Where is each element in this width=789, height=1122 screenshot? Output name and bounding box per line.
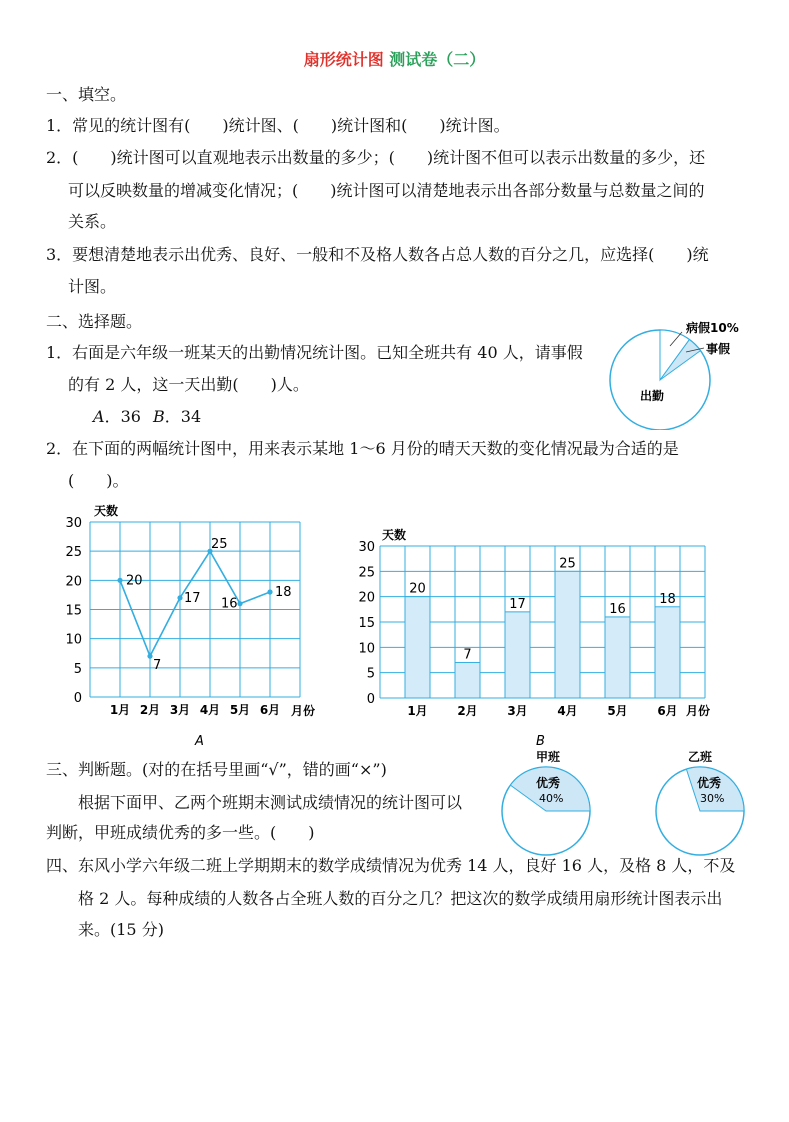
attendance-pie-chart bbox=[600, 310, 760, 430]
section2-q2-line2: ( )。 bbox=[68, 471, 129, 490]
section4-line3: 来。(15 分) bbox=[78, 920, 164, 939]
section1-q3-line2: 计图。 bbox=[68, 277, 117, 296]
chart-b-caption: B bbox=[536, 734, 545, 749]
section2-q1-option-b: B．34 bbox=[153, 407, 202, 426]
chart-b-ytick: 15 bbox=[358, 616, 375, 631]
chart-b-bar bbox=[655, 607, 680, 698]
chart-b-data-label: 7 bbox=[463, 647, 472, 663]
chart-b-data-label: 18 bbox=[659, 591, 676, 607]
chart-b-bar bbox=[405, 597, 430, 698]
section2-heading: 二、选择题。 bbox=[46, 312, 143, 331]
chart-a-ytick: 30 bbox=[65, 516, 82, 531]
chart-b-ytick: 0 bbox=[366, 692, 375, 707]
chart-b-ylabel: 天数 bbox=[382, 528, 407, 542]
title-sub: 测试卷（二） bbox=[389, 50, 486, 69]
class-jia-slice-label: 优秀 bbox=[536, 776, 561, 790]
chart-b-data-labels bbox=[409, 556, 676, 662]
chart-b-xtick: 6月 bbox=[657, 704, 678, 718]
class-yi-title: 乙班 bbox=[688, 750, 713, 764]
chart-a-point bbox=[267, 589, 272, 594]
chart-a-ytick: 0 bbox=[73, 691, 82, 706]
section2-q1-line2: 的有 2 人，这一天出勤( )人。 bbox=[68, 375, 309, 394]
chart-b-xtick: 4月 bbox=[557, 704, 578, 718]
chart-a-point bbox=[117, 578, 122, 583]
chart-b-ytick: 5 bbox=[366, 666, 375, 682]
title-main: 扇形统计图 bbox=[303, 50, 384, 69]
chart-a-grid bbox=[90, 522, 300, 697]
chart-b-xlabel: 月份 bbox=[686, 704, 711, 718]
section1-heading: 一、填空。 bbox=[46, 85, 127, 104]
section3-line2: 判断，甲班成绩优秀的多一些。( ) bbox=[46, 823, 315, 842]
chart-a-xtick: 1月 bbox=[109, 703, 131, 717]
class-pie-charts bbox=[490, 745, 760, 860]
chart-a-data-label: 18 bbox=[275, 585, 292, 600]
section2-q1-line1: 1．右面是六年级一班某天的出勤情况统计图。已知全班共有 40 人，请事假 bbox=[46, 343, 583, 362]
chart-a-point bbox=[237, 601, 242, 606]
bar-chart-b bbox=[340, 522, 730, 750]
pie-label-personal-leave: 事假 bbox=[706, 342, 731, 356]
chart-a-data-label: 25 bbox=[211, 537, 228, 553]
chart-a-data-label: 20 bbox=[126, 573, 143, 589]
chart-a-data-label: 16 bbox=[221, 596, 238, 612]
page-title bbox=[0, 47, 789, 70]
chart-b-x-ticks bbox=[407, 704, 677, 718]
chart-b-bar bbox=[605, 617, 630, 698]
chart-b-data-label: 20 bbox=[409, 581, 426, 597]
section1-q1: 1．常见的统计图有( )统计图、( )统计图和( )统计图。 bbox=[46, 116, 510, 135]
class-jia-title: 甲班 bbox=[536, 750, 561, 764]
chart-a-xtick: 2月 bbox=[139, 703, 161, 717]
section4-line1: 四、东风小学六年级二班上学期期末的数学成绩情况为优秀 14 人，良好 16 人，及格 8 人，不及 bbox=[46, 856, 736, 875]
chart-b-xtick: 1月 bbox=[407, 704, 428, 718]
chart-a-caption: A bbox=[195, 734, 204, 749]
chart-a-ytick: 15 bbox=[65, 603, 82, 619]
chart-a-ytick: 5 bbox=[73, 661, 82, 677]
chart-a-point bbox=[177, 595, 182, 600]
chart-a-point bbox=[147, 654, 152, 659]
chart-a-data-labels bbox=[126, 537, 292, 673]
section1-q3-line1: 3．要想清楚地表示出优秀、良好、一般和不及格人数各占总人数的百分之几，应选择( )统 bbox=[46, 245, 709, 264]
chart-b-data-label: 16 bbox=[609, 601, 626, 617]
chart-b-ytick: 20 bbox=[358, 590, 375, 606]
class-jia-slice-value: 40% bbox=[539, 792, 564, 805]
chart-b-xtick: 3月 bbox=[507, 704, 528, 718]
chart-b-bar bbox=[505, 612, 530, 698]
chart-a-xlabel: 月份 bbox=[291, 704, 316, 718]
pie-label-attendance: 出勤 bbox=[640, 389, 665, 403]
chart-b-xtick: 5月 bbox=[607, 704, 628, 718]
class-yi-slice-label: 优秀 bbox=[697, 776, 722, 790]
section3-line1: 根据下面甲、乙两个班期末测试成绩情况的统计图可以 bbox=[78, 793, 463, 812]
class-yi-slice-value: 30% bbox=[700, 792, 725, 805]
section1-q2-line2: 可以反映数量的增减变化情况；( )统计图可以清楚地表示出各部分数量与总数量之间的 bbox=[68, 181, 705, 200]
chart-b-xtick: 2月 bbox=[457, 704, 478, 718]
line-chart-a bbox=[60, 500, 340, 750]
chart-a-ytick: 25 bbox=[65, 545, 82, 561]
section3-heading: 三、判断题。(对的在括号里画“√”，错的画“×”) bbox=[46, 760, 387, 779]
chart-a-ytick: 10 bbox=[65, 632, 82, 648]
chart-a-ylabel: 天数 bbox=[94, 504, 119, 518]
chart-a-ytick: 20 bbox=[65, 574, 82, 590]
chart-a-xtick: 6月 bbox=[259, 703, 281, 717]
chart-b-y-ticks bbox=[358, 540, 375, 707]
section2-q2-line1: 2．在下面的两幅统计图中，用来表示某地 1～6 月份的晴天天数的变化情况最为合适的是 bbox=[46, 439, 679, 458]
chart-b-bars bbox=[405, 571, 680, 698]
chart-b-ytick: 25 bbox=[358, 565, 375, 581]
chart-a-xtick: 4月 bbox=[199, 703, 221, 717]
chart-a-xtick: 5月 bbox=[229, 703, 251, 717]
chart-b-bar bbox=[455, 663, 480, 698]
section1-q2-line3: 关系。 bbox=[68, 212, 117, 231]
section2-q1-option-a: A．36 bbox=[93, 407, 141, 426]
section1-q2-line1: 2．( )统计图可以直观地表示出数量的多少；( )统计图不但可以表示出数量的多少，还 bbox=[46, 148, 706, 167]
chart-a-y-ticks bbox=[65, 516, 82, 706]
chart-a-x-ticks bbox=[110, 703, 280, 717]
chart-b-ytick: 10 bbox=[358, 641, 375, 657]
chart-a-xtick: 3月 bbox=[169, 703, 191, 717]
chart-b-data-label: 17 bbox=[509, 596, 526, 612]
chart-a-data-label: 17 bbox=[184, 590, 201, 606]
section4-line2: 格 2 人。每种成绩的人数各占全班人数的百分之几？把这次的数学成绩用扇形统计图表示出 bbox=[78, 889, 723, 908]
chart-b-ytick: 30 bbox=[358, 540, 375, 555]
pie-label-sick-leave: 病假10% bbox=[686, 321, 739, 335]
chart-a-data-label: 7 bbox=[153, 658, 162, 674]
chart-b-data-label: 25 bbox=[559, 556, 576, 572]
chart-b-bar bbox=[555, 571, 580, 698]
